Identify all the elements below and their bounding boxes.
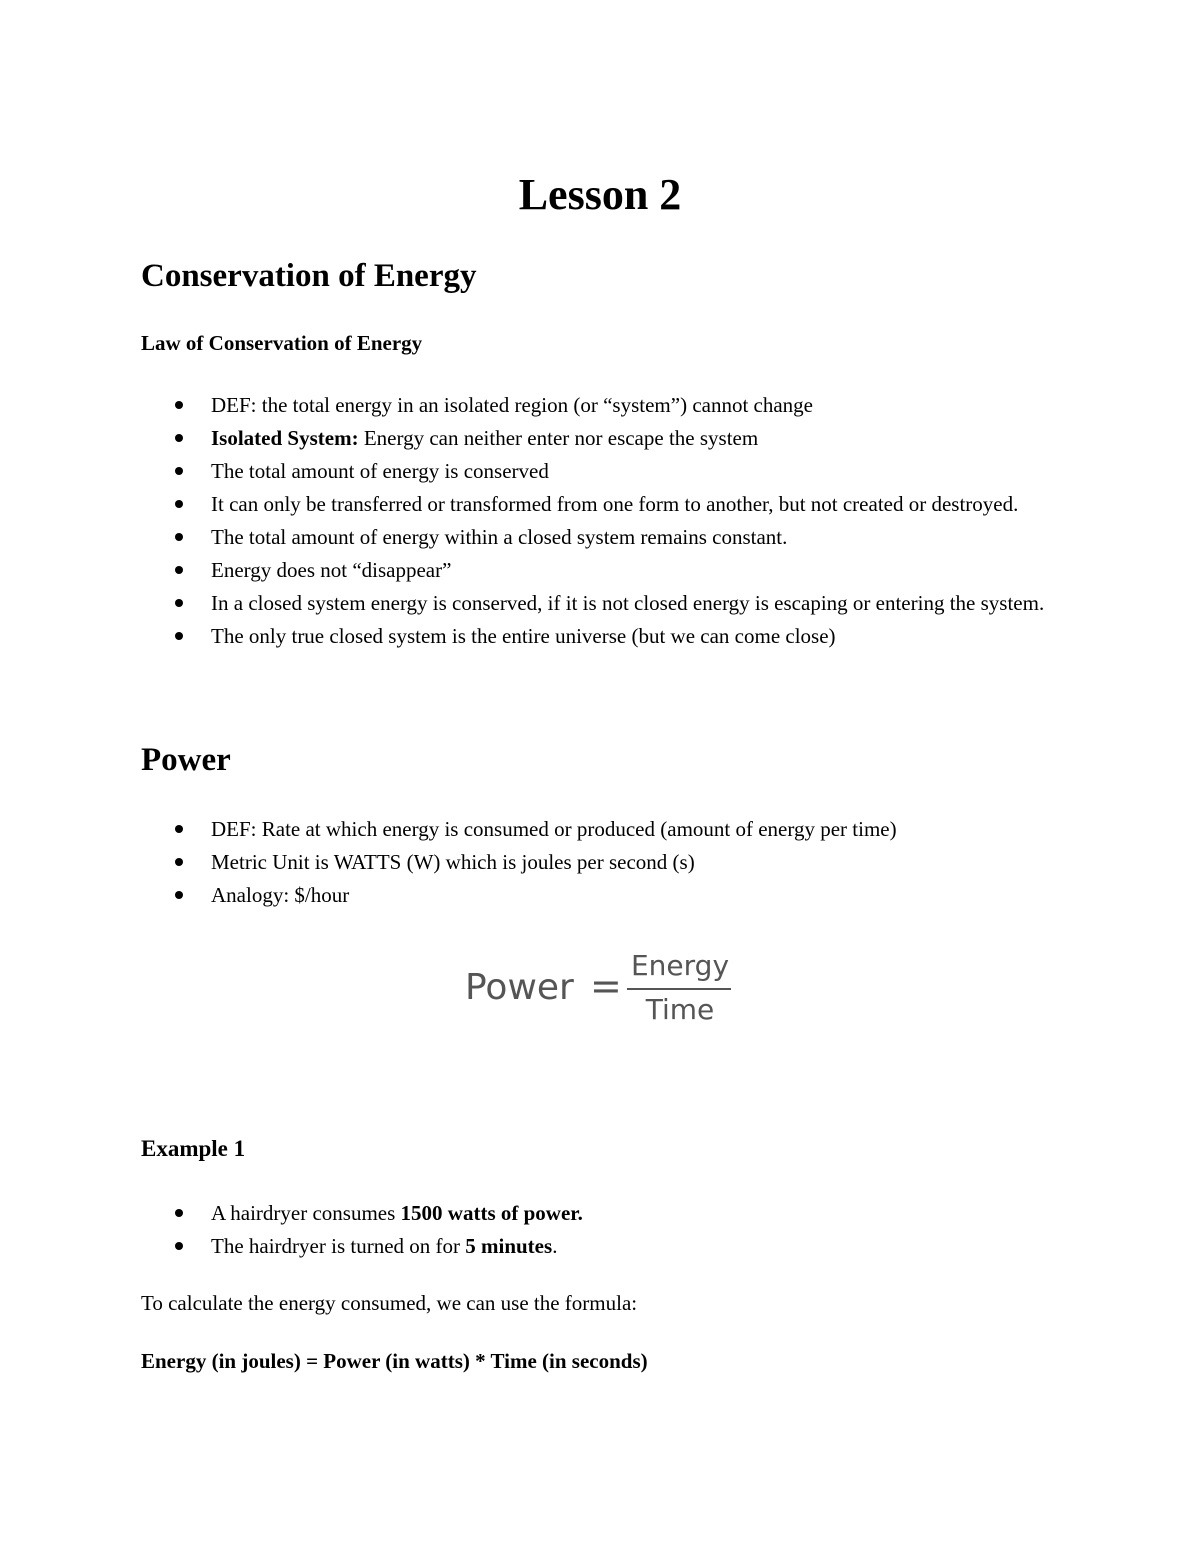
list-item: The total amount of energy within a closed system remains constant. [0,522,1200,552]
page-title: Lesson 2 [518,170,682,219]
bullet-dot [175,599,183,607]
formula-equals: = [590,964,622,1008]
bullet-dot [175,500,183,508]
bullet-dot [175,566,183,574]
bullet-dot [175,891,183,899]
bullet-dot [175,858,183,866]
bullet-dot [175,1242,183,1250]
example-intro-text: To calculate the energy consumed, we can use the formula: [141,1291,638,1315]
conservation-bullet-list [0,390,1200,654]
list-item: It can only be transferred or transformed from one form to another, but not created or destroyed. [0,489,1200,519]
list-item: The only true closed system is the entire universe (but we can come close) [0,621,1200,651]
bullet-dot [175,825,183,833]
bullet-dot [175,632,183,640]
example-bullet-list [0,1198,1200,1264]
bullet-dot [175,533,183,541]
formula-denominator: Time [645,993,715,1026]
list-item: In a closed system energy is conserved, if it is not closed energy is escaping or entering the system. [0,588,1200,618]
bullet-dot [175,401,183,409]
energy-formula: Energy (in joules) = Power (in watts) * Time (in seconds) [141,1349,648,1373]
power-formula [462,948,752,1028]
example-heading: Example 1 [141,1136,246,1161]
bullet-dot [175,434,183,442]
list-item: Energy does not “disappear” [0,555,1200,585]
fraction-bar [627,988,731,990]
list-item: Analogy: $/hour [0,880,1200,910]
subheading-law: Law of Conservation of Energy [141,331,423,355]
list-item: DEF: the total energy in an isolated region (or “system”) cannot change [0,390,1200,420]
section-heading-conservation: Conservation of Energy [141,258,477,294]
bullet-dot [175,1209,183,1217]
list-item: DEF: Rate at which energy is consumed or produced (amount of energy per time) [0,814,1200,844]
list-item: A hairdryer consumes 1500 watts of power. [0,1198,1200,1228]
bullet-dot [175,467,183,475]
list-item: The hairdryer is turned on for 5 minutes. [0,1231,1200,1261]
formula-numerator: Energy [630,949,730,982]
term-isolated-system: Isolated System: [211,426,359,450]
power-bullet-list [0,814,1200,913]
formula-lhs: Power [465,967,574,1008]
list-item: The total amount of energy is conserved [0,456,1200,486]
list-item: Isolated System: Energy can neither enter nor escape the system [0,423,1200,453]
list-item: Metric Unit is WATTS (W) which is joules per second (s) [0,847,1200,877]
section-heading-power: Power [141,742,231,778]
